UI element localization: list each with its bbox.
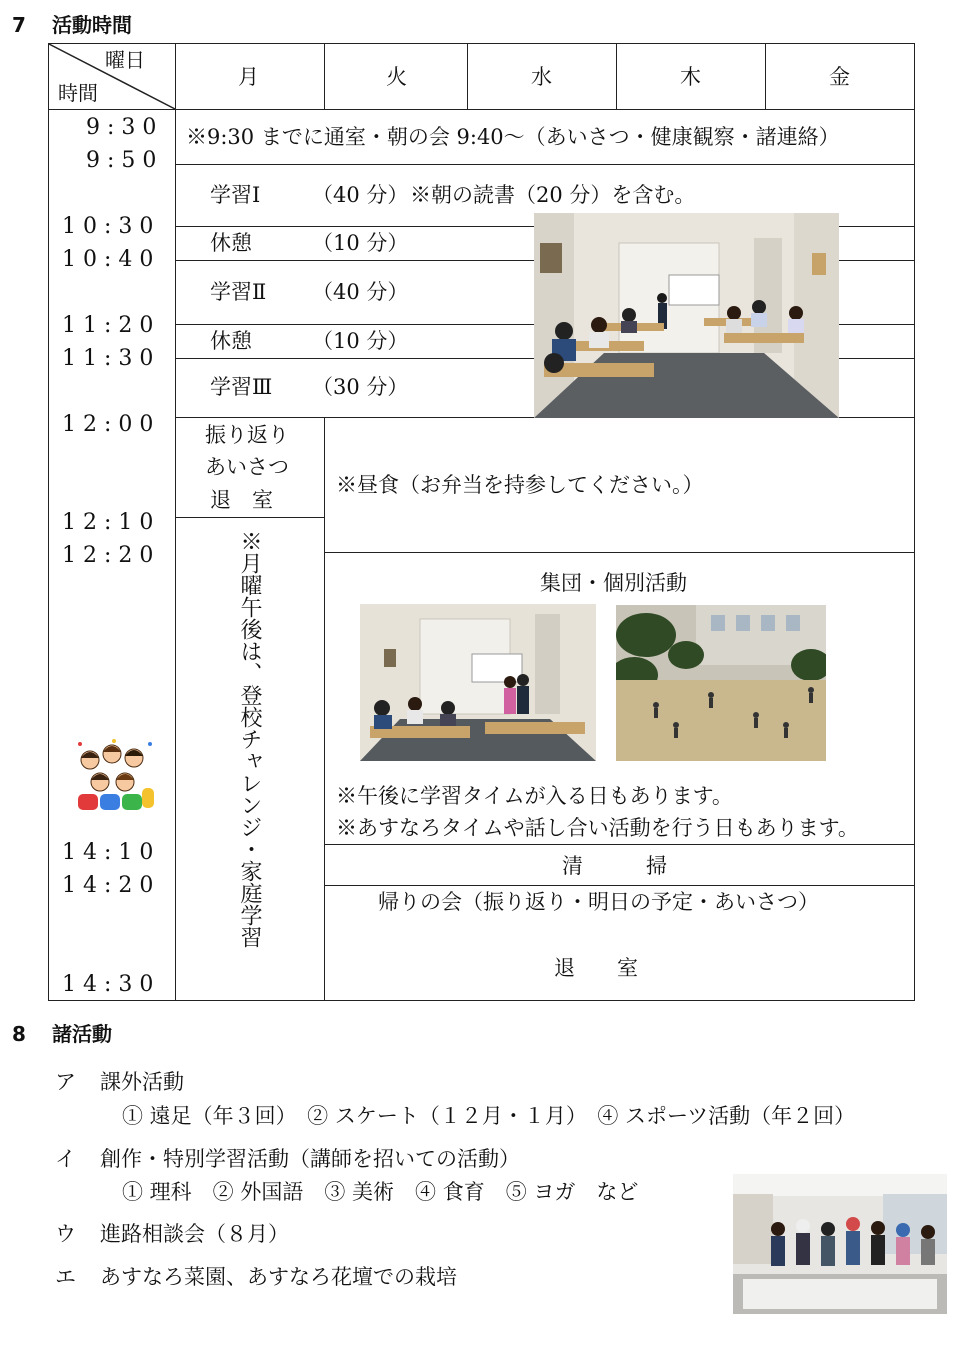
break2-duration: （10 分） <box>312 329 409 353</box>
study1-duration: （40 分） <box>312 183 409 207</box>
group-activity-photo <box>360 604 596 761</box>
time-label: 12:10 <box>62 510 161 535</box>
day-header-tue: 火 <box>386 65 407 89</box>
list-item-label: 課外活動 <box>100 1070 184 1094</box>
list-marker: ウ <box>55 1222 76 1246</box>
time-label: 14:30 <box>62 972 161 997</box>
monday-end-line3: 退 室 <box>210 488 273 512</box>
leave-text: 退 室 <box>554 956 638 980</box>
afternoon-note-1: ※午後に学習タイムが入る日もあります。 <box>336 784 733 808</box>
lunch-text: ※昼食（お弁当を持参してください。） <box>336 473 704 497</box>
morning-meeting-text: ※9:30 までに通室・朝の会 9:40～（あいさつ・健康観察・諸連絡） <box>186 125 840 149</box>
time-label: 11:20 <box>62 313 161 338</box>
time-label: 10:40 <box>62 247 161 272</box>
cleaning-text: 清 掃 <box>562 854 667 878</box>
time-label: 9:50 <box>86 148 164 173</box>
list-item-label: 創作・特別学習活動（講師を招いての活動） <box>100 1147 520 1171</box>
list-item-detail: ① 理科 ② 外国語 ③ 美術 ④ 食育 ⑤ ヨガ など <box>122 1180 639 1204</box>
time-label: 11:30 <box>62 346 161 371</box>
study2-label: 学習Ⅱ <box>210 280 267 304</box>
break1-duration: （10 分） <box>312 231 409 255</box>
children-illustration <box>70 738 158 812</box>
closing-meeting-text: 帰りの会（振り返り・明日の予定・あいさつ） <box>378 890 819 914</box>
study3-label: 学習Ⅲ <box>210 375 273 399</box>
study1-note: ※朝の読書（20 分）を含む。 <box>410 183 696 207</box>
monday-end-line1: 振り返り <box>205 423 289 447</box>
monday-afternoon-vertical-text: ※月曜午後は、登校チャレンジ・家庭学習 <box>237 530 262 948</box>
section-7-number: 7 <box>12 13 26 37</box>
section-8-title: 諸活動 <box>52 1022 112 1046</box>
list-marker: ア <box>55 1070 76 1094</box>
time-label: 9:30 <box>86 115 164 140</box>
list-item-label: 進路相談会（８月） <box>100 1222 289 1246</box>
time-label: 12:20 <box>62 543 161 568</box>
day-header-thu: 木 <box>680 65 701 89</box>
study2-duration: （40 分） <box>312 280 409 304</box>
break1-label: 休憩 <box>210 231 252 255</box>
corner-label-time: 時間 <box>58 81 98 105</box>
study3-duration: （30 分） <box>312 375 409 399</box>
list-marker: エ <box>55 1265 76 1289</box>
time-label: 12:00 <box>62 412 161 437</box>
outdoor-activity-photo <box>616 605 826 761</box>
list-item-detail: ① 遠足（年３回） ② スケート（１２月・１月） ④ スポーツ活動（年２回） <box>122 1104 856 1128</box>
section-7-title: 活動時間 <box>52 13 132 37</box>
afternoon-note-2: ※あすなろタイムや話し合い活動を行う日もあります。 <box>336 816 859 840</box>
list-item-label: あすなろ菜園、あすなろ花壇での栽培 <box>100 1265 457 1289</box>
time-label: 10:30 <box>62 214 161 239</box>
list-marker: イ <box>55 1147 76 1171</box>
time-label: 14:10 <box>62 840 161 865</box>
study1-label: 学習Ⅰ <box>210 183 261 207</box>
corner-label-day: 曜日 <box>105 48 145 72</box>
classroom-photo <box>534 213 839 418</box>
group-activity-label: 集団・個別活動 <box>540 571 687 595</box>
break2-label: 休憩 <box>210 329 252 353</box>
section-8-number: 8 <box>12 1022 26 1046</box>
cooking-class-photo <box>733 1174 947 1314</box>
monday-end-line2: あいさつ <box>205 455 289 479</box>
day-header-fri: 金 <box>829 65 850 89</box>
day-header-mon: 月 <box>238 65 259 89</box>
day-header-wed: 水 <box>531 65 552 89</box>
time-label: 14:20 <box>62 873 161 898</box>
